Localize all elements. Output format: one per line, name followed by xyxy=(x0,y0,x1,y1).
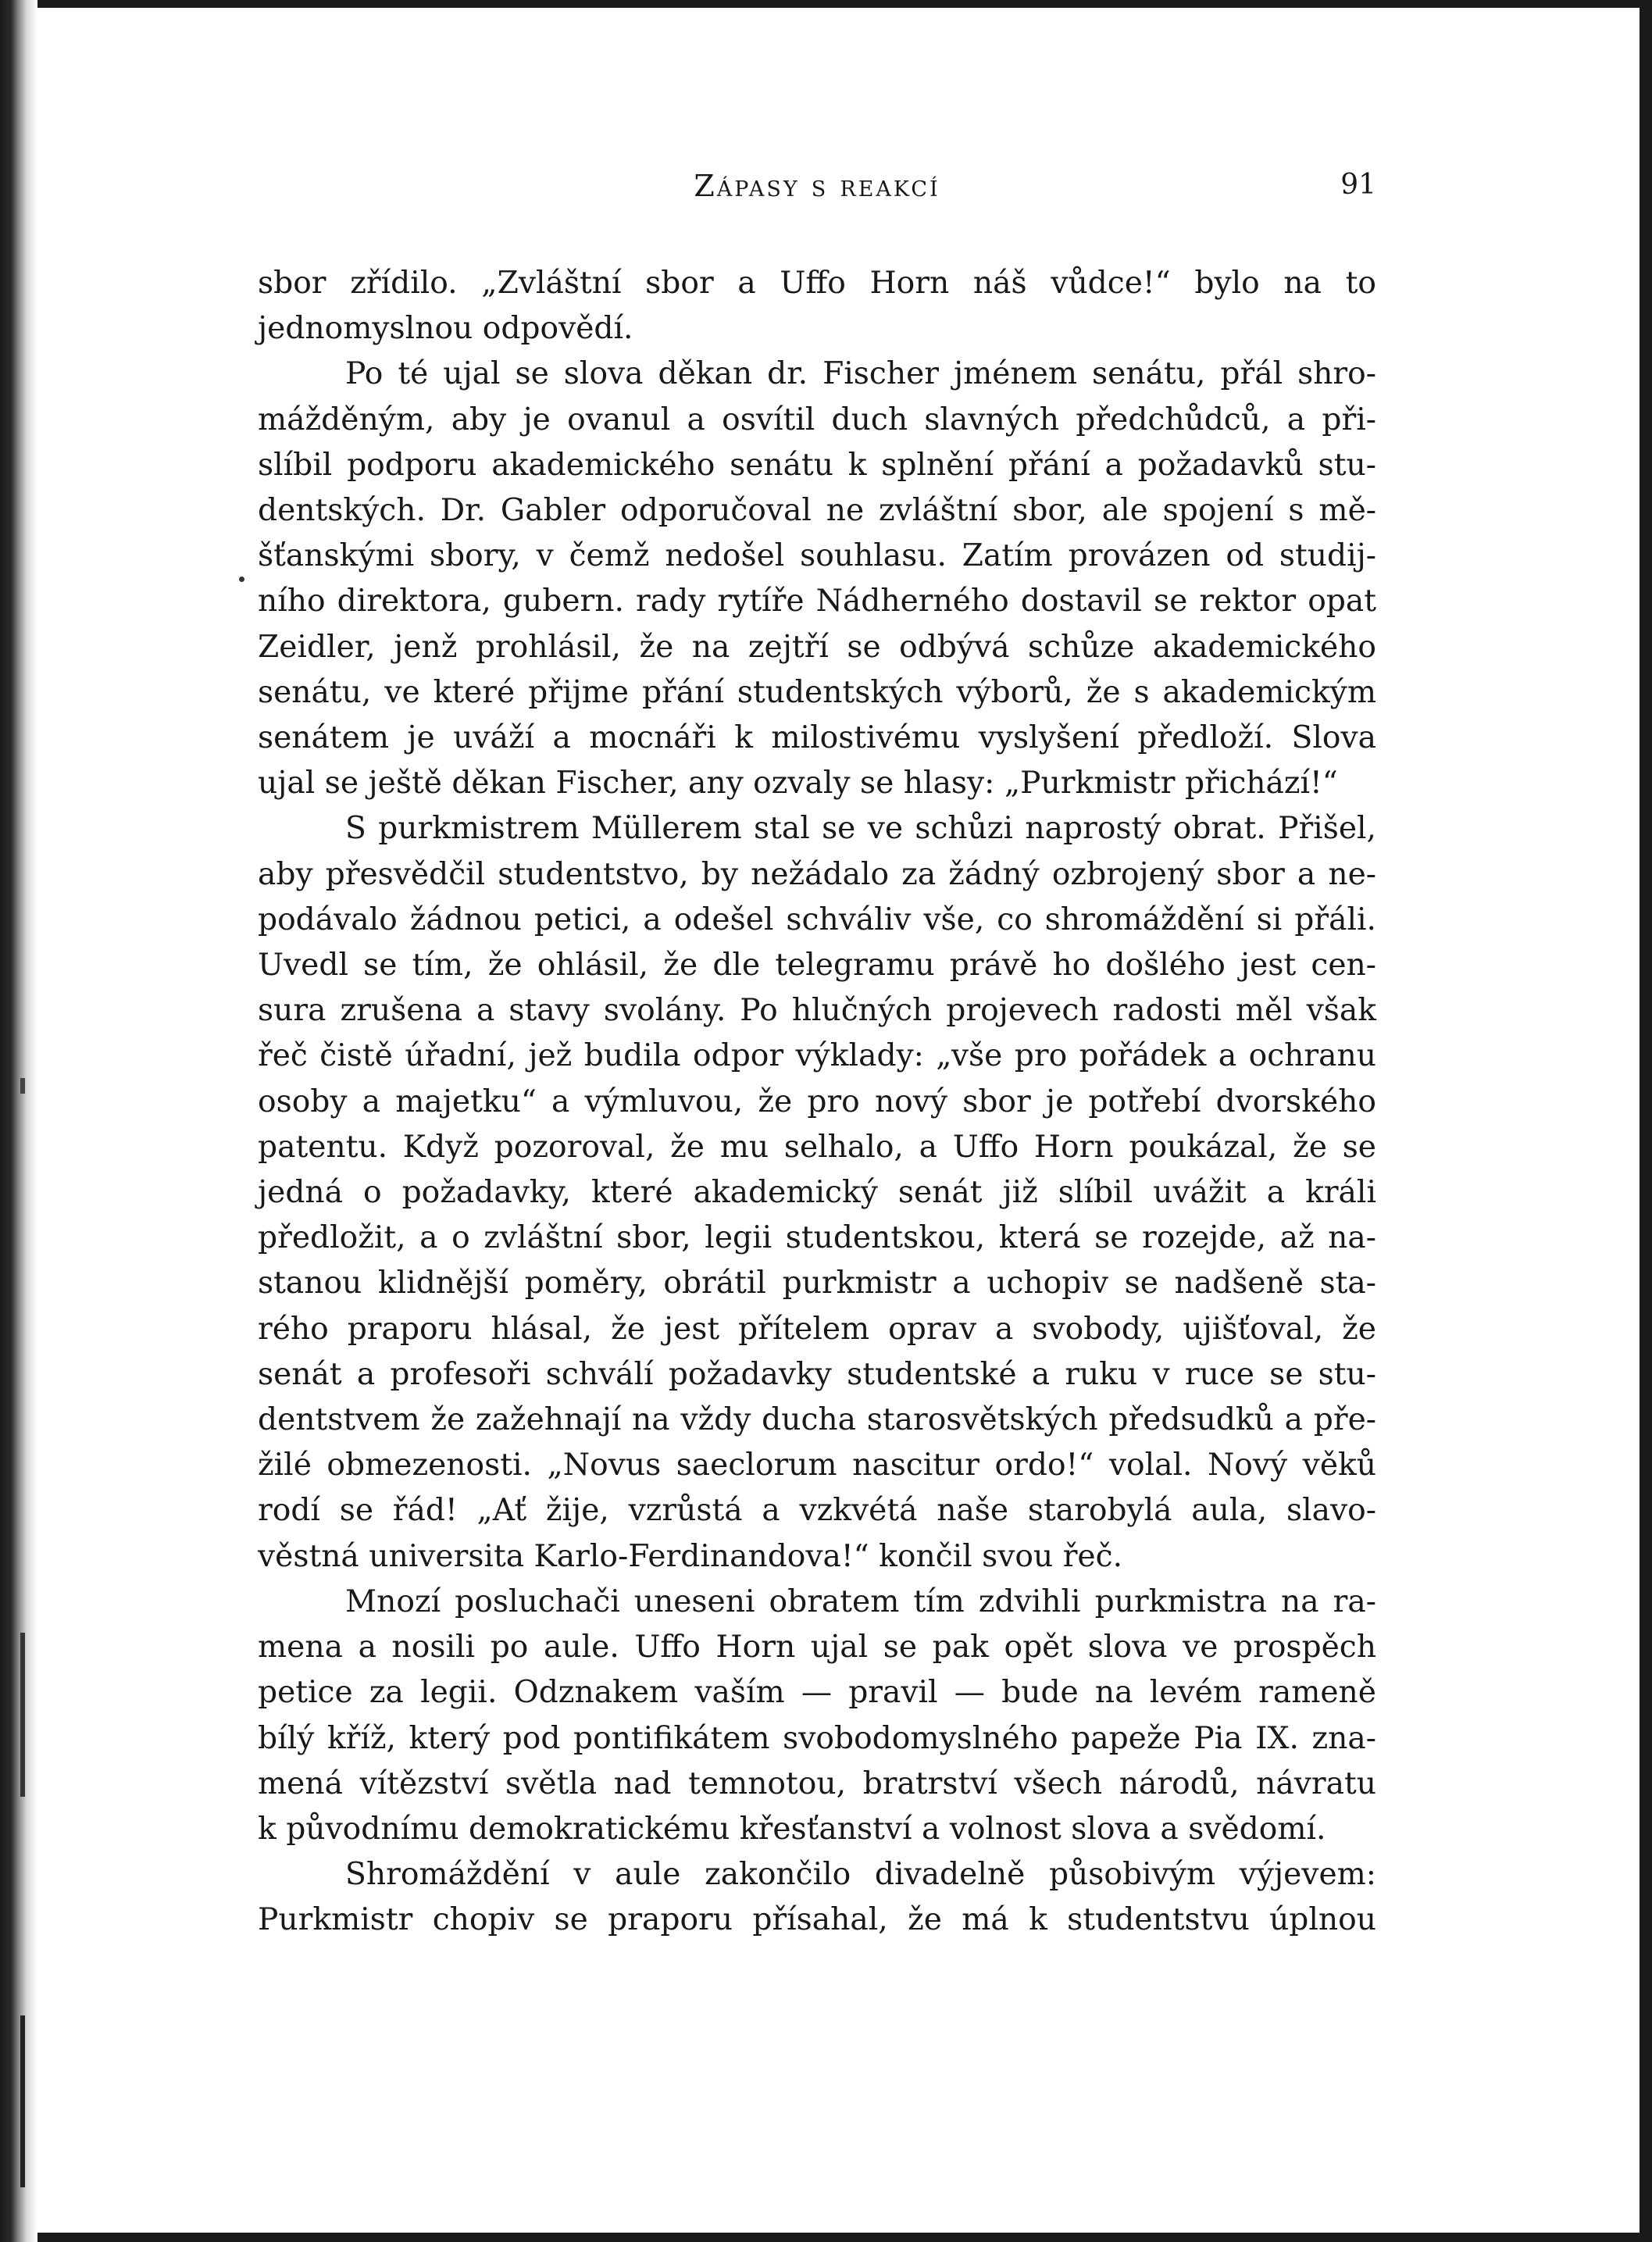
body-text xyxy=(258,261,1376,1944)
paragraph xyxy=(258,352,1376,806)
page-number: 91 xyxy=(1340,169,1376,201)
text-line: sbor zřídilo. „Zvláštní sbor a Uffo Horn náš vůdce!“ bylo na to xyxy=(258,266,1376,301)
text-line: Po té ujal se slova děkan dr. Fischer jménem senátu, přál shro- xyxy=(345,356,1376,392)
paragraph xyxy=(258,1580,1376,1852)
text-line: Zeidler, jenž prohlásil, že na zejtří se odbývá schůze akademického xyxy=(258,629,1376,665)
text-line: řeč čistě úřadní, jež budila odpor výklady: „vše pro pořádek a ochranu xyxy=(258,1038,1376,1074)
running-head xyxy=(258,166,1376,212)
paragraph xyxy=(258,806,1376,1579)
book-gutter-edge xyxy=(0,0,37,2242)
text-line: Purkmistr chopiv se praporu přísahal, že má k studentstvu úplnou xyxy=(258,1902,1376,1938)
text-line: Shromáždění v aule zakončilo divadelně působivým výjevem: xyxy=(345,1857,1376,1893)
text-line: senátu, ve které přijme přání studentských výborů, že s akademickým xyxy=(258,674,1376,710)
text-line: rého praporu hlásal, že jest přítelem oprav a svobody, ujišťoval, že xyxy=(258,1311,1376,1347)
gutter-binding-marks xyxy=(20,781,25,2187)
text-line: Uvedl se tím, že ohlásil, že dle telegramu právě ho došlého jest cen- xyxy=(258,948,1376,984)
text-line: mená vítězství světla nad temnotou, bratrství všech národů, návratu xyxy=(258,1765,1376,1801)
text-line: šťanskými sbory, v čemž nedošel souhlasu. Zatím provázen od studij- xyxy=(258,538,1376,574)
text-line: jednomyslnou odpovědí. xyxy=(258,311,633,347)
text-line: jedná o požadavky, které akademický senát již slíbil uvážit a králi xyxy=(258,1175,1376,1211)
text-line: slíbil podporu akademického senátu k splnění přání a požadavků stu- xyxy=(258,447,1376,483)
text-line: rodí se řád! „Ať žije, vzrůstá a vzkvétá naše starobylá aula, slavo- xyxy=(258,1493,1376,1529)
text-line: stanou klidnější poměry, obrátil purkmistr a uchopiv se nadšeně sta- xyxy=(258,1266,1376,1301)
text-line: patentu. Když pozoroval, že mu selhalo, a Uffo Horn poukázal, že se xyxy=(258,1129,1376,1165)
text-line: sura zrušena a stavy svolány. Po hlučných projevech radosti měl však xyxy=(258,993,1376,1029)
text-line: mážděným, aby je ovanul a osvítil duch slavných předchůdců, a při- xyxy=(258,402,1376,437)
text-line: k původnímu demokratickému křesťanství a volnost slova a svědomí. xyxy=(258,1811,1326,1847)
running-title: Zápasy s reakcí xyxy=(694,169,940,203)
text-line: ního direktora, gubern. rady rytíře Nádherného dostavil se rektor opat xyxy=(258,584,1376,619)
text-line: osoby a majetku“ a výmluvou, že pro nový sbor je potřebí dvorského xyxy=(258,1084,1376,1119)
text-line: petice za legii. Odznakem vaším — pravil — bude na levém rameně xyxy=(258,1675,1376,1711)
text-line: dentstvem že zažehnají na vždy ducha starosvětských předsudků a pře- xyxy=(258,1402,1376,1438)
paragraph xyxy=(258,261,1376,352)
text-line: ujal se ještě děkan Fischer, any ozvaly se hlasy: „Purkmistr přichází!“ xyxy=(258,766,1338,801)
text-line: dentských. Dr. Gabler odporučoval ne zvláštní sbor, ale spojení s mě- xyxy=(258,493,1376,529)
margin-dot-mark xyxy=(239,577,244,582)
book-page xyxy=(258,166,1376,1944)
paragraph xyxy=(258,1852,1376,1943)
text-line: bílý kříž, který pod pontifikátem svobodomyslného papeže Pia IX. zna- xyxy=(258,1720,1376,1756)
text-line: S purkmistrem Müllerem stal se ve schůzi naprostý obrat. Přišel, xyxy=(345,811,1376,847)
text-line: senát a profesoři schválí požadavky studentské a ruku v ruce se stu- xyxy=(258,1356,1376,1392)
text-line: žilé obmezenosti. „Novus saeclorum nascitur ordo!“ volal. Nový věků xyxy=(258,1448,1376,1483)
text-line: podávalo žádnou petici, a odešel schváliv vše, co shromáždění si přáli. xyxy=(258,901,1376,937)
text-line: věstná universita Karlo-Ferdinandova!“ končil svou řeč. xyxy=(258,1538,1123,1574)
text-line: senátem je uváží a mocnáři k milostivému vyslyšení předloží. Slova xyxy=(258,720,1376,756)
text-line: aby přesvědčil studentstvo, by nežádalo za žádný ozbrojený sbor a ne- xyxy=(258,856,1376,892)
text-line: předložit, a o zvláštní sbor, legii studentskou, která se rozejde, až na- xyxy=(258,1220,1376,1256)
text-line: Mnozí posluchači uneseni obratem tím zdvihli purkmistra na ra- xyxy=(345,1583,1376,1619)
text-line: mena a nosili po aule. Uffo Horn ujal se pak opět slova ve prospěch xyxy=(258,1630,1376,1665)
